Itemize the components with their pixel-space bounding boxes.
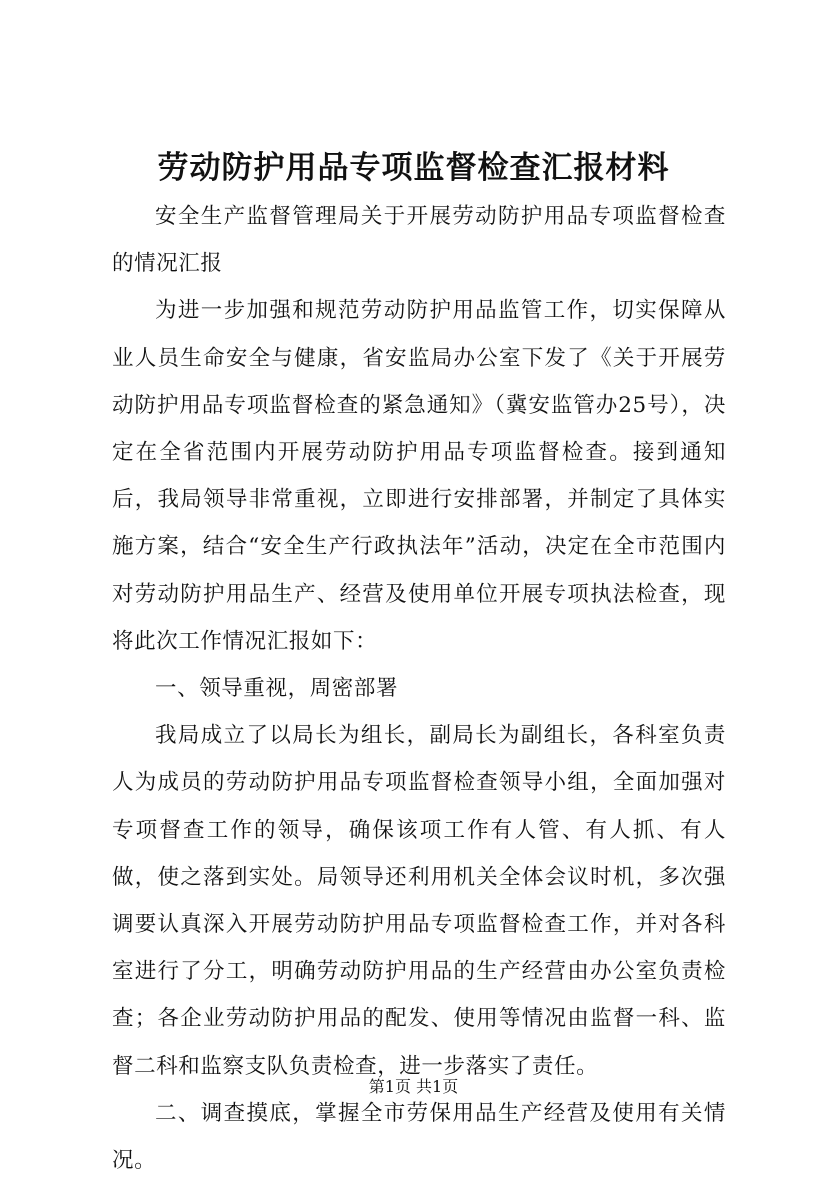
document-body — [112, 193, 726, 1184]
section-heading-2: 二、调查摸底，掌握全市劳保用品生产经营及使用有关情况。 — [112, 1100, 726, 1174]
paragraph-introduction: 为进一步加强和规范劳动防护用品监管工作，切实保障从业人员生命安全与健康，省安监局办公室下发了《关于开展劳动防护用品专项监督检查的紧急通知》（冀安监管办25号），决定在全省范围内开展劳动防护用品专项监督检查。接到通知后，我局领导非常重视，立即进行安排部署，并制定了具体实施方案，结合“安全生产行政执法年”活动，决定在全市范围内对劳动防护用品生产、经营及使用单位开展专项执法检查，现将此次工作情况汇报如下： — [112, 298, 726, 654]
paragraph-section-1: 我局成立了以局长为组长，副局长为副组长，各科室负责人为成员的劳动防护用品专项监督检查领导小组，全面加强对专项督查工作的领导，确保该项工作有人管、有人抓、有人做，使之落到实处。局领导还利用机关全体会议时机，多次强调要认真深入开展劳动防护用品专项监督检查工作，并对各科室进行了分工，明确劳动防护用品的生产经营由办公室负责检查；各企业劳动防护用品的配发、使用等情况由监督一科、监督二科和监察支队负责检查，进一步落实了责任。 — [112, 723, 726, 1079]
document-title: 劳动防护用品专项监督检查汇报材料 — [157, 150, 670, 186]
page-number-footer: 第1页 共1页 — [368, 1077, 459, 1096]
section-heading-1: 一、领导重视，周密部署 — [155, 676, 399, 702]
paragraph-report-heading: 安全生产监督管理局关于开展劳动防护用品专项监督检查的情况汇报 — [112, 204, 726, 277]
